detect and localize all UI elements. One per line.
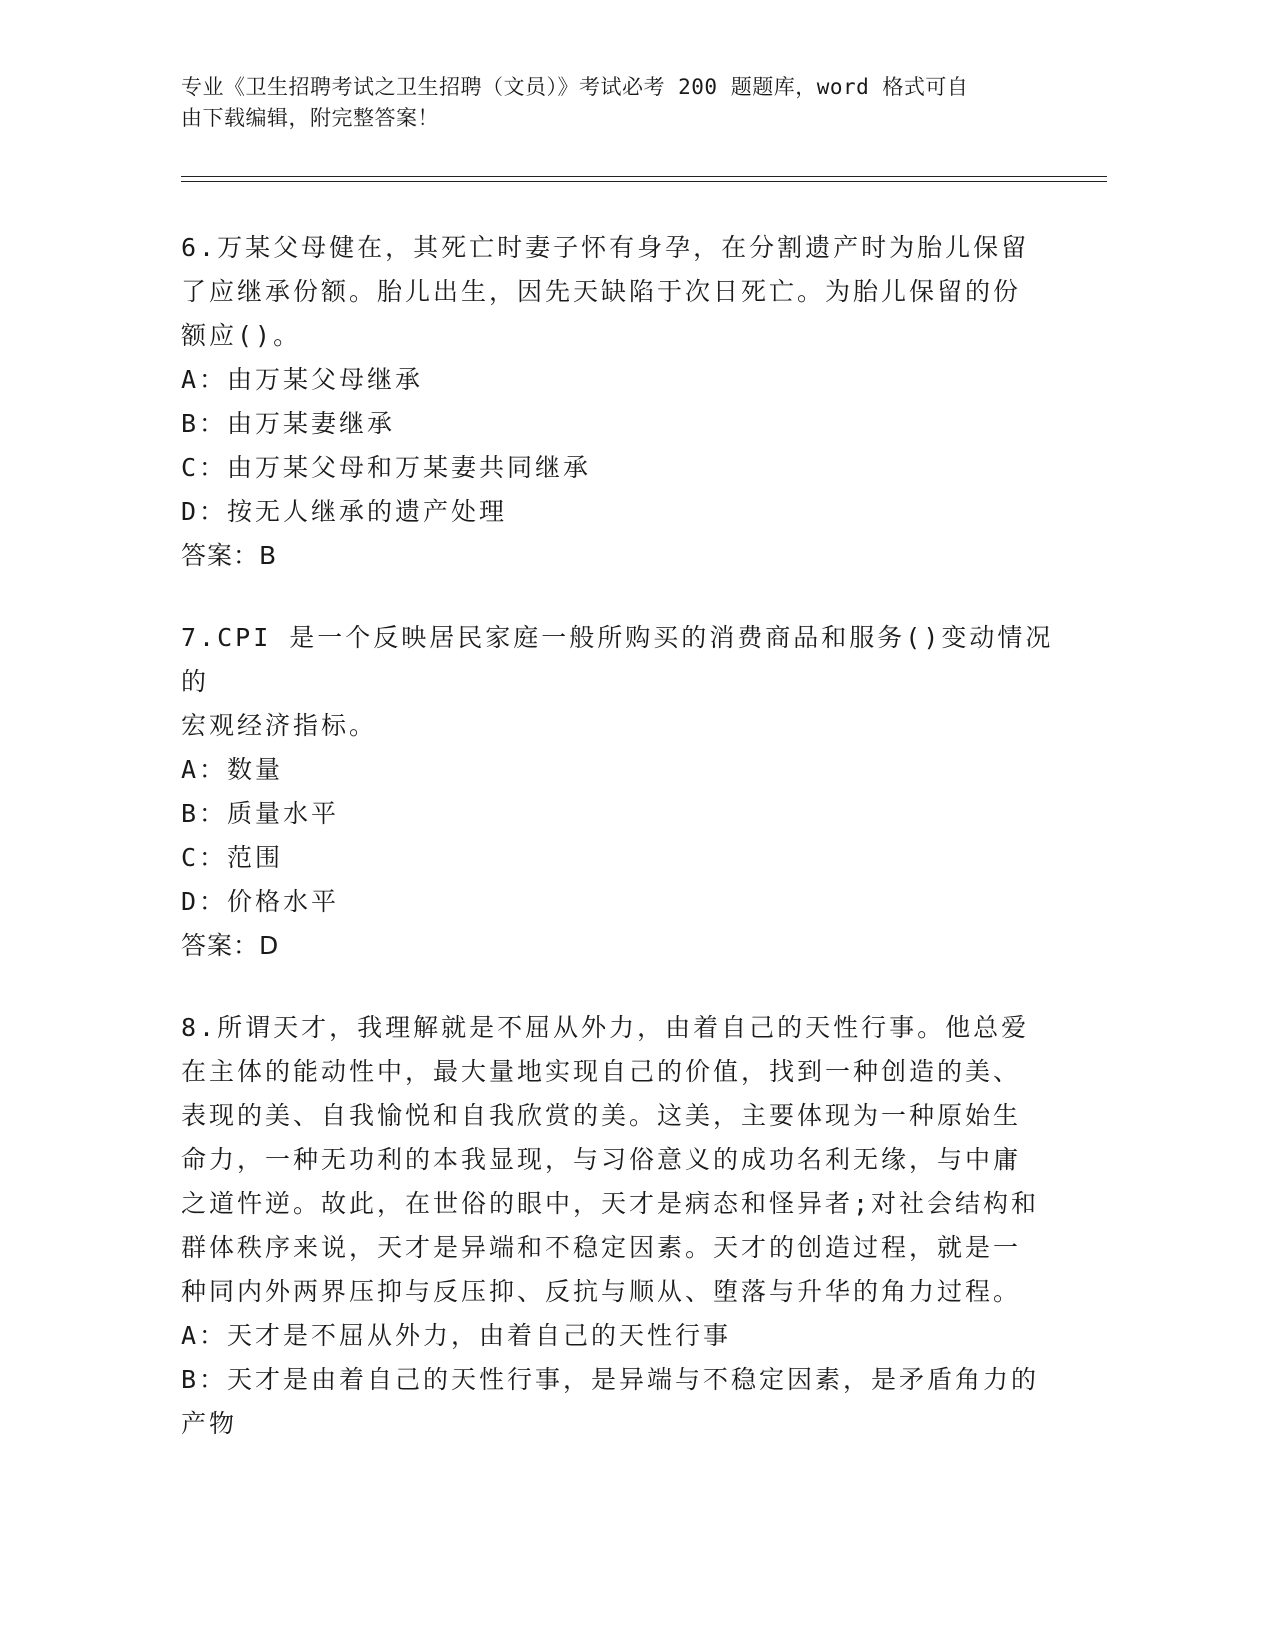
option-d: D：价格水平 (181, 887, 340, 916)
option-b: B：质量水平 (181, 799, 340, 828)
question-text-line: 8.所谓天才，我理解就是不屈从外力，由着自己的天性行事。他总爱 (181, 1013, 1030, 1042)
question-text-line: 命力，一种无功利的本我显现，与习俗意义的成功名利无缘，与中庸 (181, 1145, 1022, 1174)
question-8 (181, 1006, 1061, 1446)
option-d: D：按无人继承的遗产处理 (181, 497, 508, 526)
answer-label: 答案：B (181, 541, 278, 570)
document-header (181, 72, 1061, 134)
question-text-line: 之道忤逆。故此，在世俗的眼中，天才是病态和怪异者;对社会结构和 (181, 1189, 1040, 1218)
question-text-line: 表现的美、自我愉悦和自我欣赏的美。这美，主要体现为一种原始生 (181, 1101, 1022, 1130)
option-a: A：数量 (181, 755, 284, 784)
question-text-line: 了应继承份额。胎儿出生，因先天缺陷于次日死亡。为胎儿保留的份 (181, 277, 1022, 306)
header-line-1: 专业《卫生招聘考试之卫生招聘（文员）》考试必考 200 题题库，word 格式可自 (181, 75, 969, 99)
option-c: C：范围 (181, 843, 284, 872)
option-b: B：天才是由着自己的天性行事，是异端与不稳定因素，是矛盾角力的 (181, 1365, 1040, 1394)
question-text-line: 宏观经济指标。 (181, 711, 378, 740)
answer-label: 答案：D (181, 931, 280, 960)
option-c: C：由万某父母和万某妻共同继承 (181, 453, 592, 482)
header-divider-bottom (181, 181, 1107, 182)
header-line-2: 由下载编辑，附完整答案！ (181, 106, 439, 130)
question-7 (181, 616, 1061, 968)
header-divider-top (181, 176, 1107, 177)
option-a: A：由万某父母继承 (181, 365, 424, 394)
question-text-line: 群体秩序来说，天才是异端和不稳定因素。天才的创造过程，就是一 (181, 1233, 1022, 1262)
question-text-line: 额应()。 (181, 321, 302, 350)
question-text-line: 7.CPI 是一个反映居民家庭一般所购买的消费商品和服务()变动情况的 (181, 623, 1054, 696)
question-list (181, 226, 1061, 1484)
question-text-line: 种同内外两界压抑与反压抑、反抗与顺从、堕落与升华的角力过程。 (181, 1277, 1022, 1306)
question-text-line: 6.万某父母健在，其死亡时妻子怀有身孕，在分割遗产时为胎儿保留 (181, 233, 1030, 262)
question-6 (181, 226, 1061, 578)
question-text-line: 在主体的能动性中，最大量地实现自己的价值，找到一种创造的美、 (181, 1057, 1022, 1086)
option-b-continued: 产物 (181, 1409, 238, 1438)
option-a: A：天才是不屈从外力，由着自己的天性行事 (181, 1321, 732, 1350)
option-b: B：由万某妻继承 (181, 409, 396, 438)
